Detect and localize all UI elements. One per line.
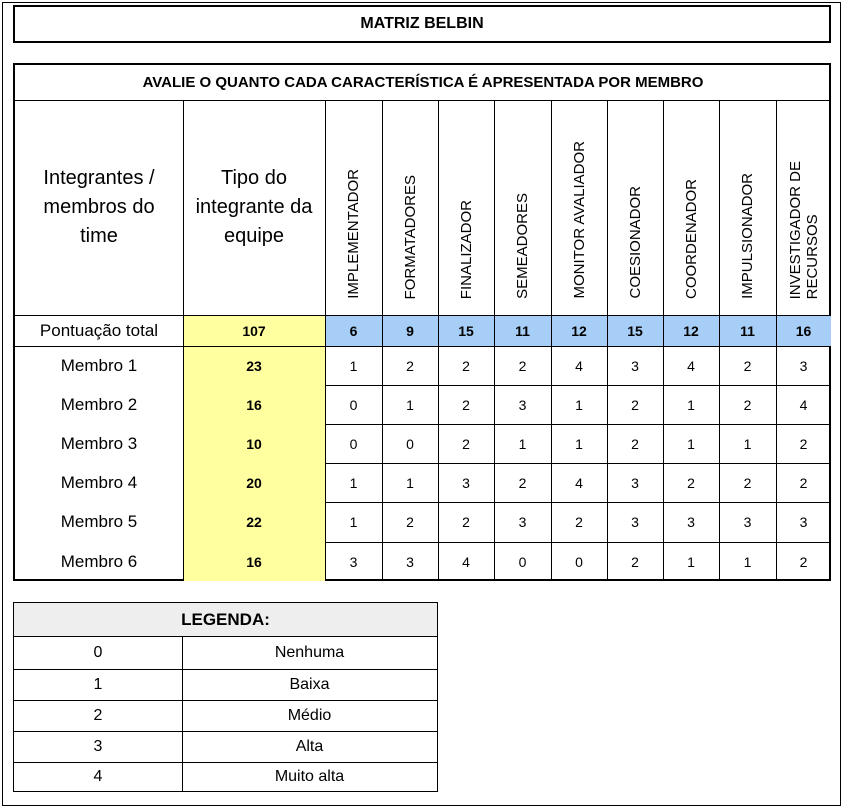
grid-line bbox=[325, 463, 831, 464]
score-cell: 2 bbox=[743, 357, 752, 374]
role-header-3 bbox=[438, 108, 494, 299]
score-cell: 1 bbox=[687, 553, 695, 570]
member-total-value: 10 bbox=[246, 435, 262, 452]
type-column-header: Tipo do integrante da equipe bbox=[195, 167, 313, 247]
role-header-label: COESIONADOR bbox=[626, 186, 644, 299]
grid-line bbox=[183, 100, 184, 581]
role-header-label: SEMEADORES bbox=[514, 193, 531, 299]
member-label: Membro 1 bbox=[60, 355, 138, 375]
grand-total-value: 107 bbox=[242, 322, 266, 339]
legend-label: Médio bbox=[287, 706, 332, 724]
grid-line bbox=[14, 700, 437, 701]
role-header-4 bbox=[494, 108, 551, 299]
score-cell: 1 bbox=[349, 474, 358, 491]
role-header-2 bbox=[382, 108, 438, 299]
score-cell: 3 bbox=[349, 553, 358, 570]
grid-line bbox=[325, 100, 326, 581]
score-cell: 1 bbox=[687, 396, 695, 413]
legend-table bbox=[13, 602, 438, 792]
score-cell: 2 bbox=[462, 357, 470, 374]
legend-label: Muito alta bbox=[274, 767, 345, 785]
grid-line bbox=[14, 669, 437, 670]
role-total-value: 11 bbox=[740, 322, 755, 339]
score-cell: 4 bbox=[575, 357, 583, 374]
score-cell: 2 bbox=[743, 396, 752, 413]
legend-title: LEGENDA: bbox=[14, 603, 437, 636]
score-cell: 0 bbox=[575, 553, 583, 570]
score-cell: 4 bbox=[575, 474, 583, 491]
score-cell: 2 bbox=[462, 514, 470, 530]
member-label: Membro 4 bbox=[60, 472, 138, 492]
grid-line bbox=[325, 424, 831, 425]
score-cell: 1 bbox=[687, 435, 695, 452]
grid-line bbox=[325, 385, 831, 386]
legend-value: 1 bbox=[93, 675, 103, 693]
legend-label: Alta bbox=[295, 737, 324, 755]
grid-line bbox=[325, 542, 831, 543]
grid-line bbox=[14, 731, 437, 732]
score-cell: 0 bbox=[349, 396, 358, 413]
belbin-matrix-table bbox=[13, 63, 831, 581]
score-cell: 0 bbox=[349, 435, 358, 452]
score-cell: 0 bbox=[406, 435, 414, 452]
role-total-value: 12 bbox=[571, 322, 587, 339]
score-cell: 4 bbox=[462, 553, 470, 570]
grid-line bbox=[663, 100, 664, 581]
score-cell: 1 bbox=[406, 396, 414, 413]
score-cell: 3 bbox=[799, 357, 808, 374]
score-cell: 1 bbox=[349, 514, 358, 530]
role-total-value: 9 bbox=[406, 322, 414, 339]
score-cell: 2 bbox=[799, 435, 808, 452]
grid-line bbox=[551, 100, 552, 581]
score-cell: 2 bbox=[631, 553, 639, 570]
role-header-label: IMPLEMENTADOR bbox=[345, 169, 362, 299]
score-cell: 2 bbox=[631, 435, 639, 452]
score-cell: 2 bbox=[406, 357, 414, 374]
grid-line bbox=[438, 100, 439, 581]
score-cell: 4 bbox=[687, 357, 695, 374]
score-cell: 3 bbox=[631, 357, 639, 374]
grid-line bbox=[325, 502, 831, 503]
score-cell: 1 bbox=[349, 357, 358, 374]
score-cell: 3 bbox=[799, 514, 808, 530]
member-total-value: 23 bbox=[246, 357, 262, 374]
legend-value: 4 bbox=[93, 767, 103, 785]
role-header-8 bbox=[719, 108, 776, 299]
score-cell: 1 bbox=[743, 435, 752, 452]
score-cell: 2 bbox=[799, 474, 808, 491]
role-header-6 bbox=[607, 108, 663, 299]
score-cell: 2 bbox=[406, 514, 414, 530]
score-cell: 3 bbox=[687, 514, 695, 530]
grid-line bbox=[15, 346, 831, 347]
score-cell: 1 bbox=[406, 474, 414, 491]
role-header-label: IMPULSIONADOR bbox=[739, 173, 756, 299]
score-cell: 3 bbox=[743, 514, 752, 530]
legend-label: Baixa bbox=[289, 675, 330, 693]
member-label: Membro 6 bbox=[60, 551, 138, 571]
score-cell: 3 bbox=[518, 396, 527, 413]
members-column-header: Integrantes / membros do time bbox=[43, 167, 155, 247]
score-cell: 2 bbox=[687, 474, 695, 491]
score-cell: 2 bbox=[462, 396, 470, 413]
instruction-header: AVALIE O QUANTO CADA CARACTERÍSTICA É APRESENTADA POR MEMBRO bbox=[142, 74, 704, 91]
grid-line bbox=[15, 315, 831, 316]
legend-label: Nenhuma bbox=[274, 643, 345, 661]
score-cell: 2 bbox=[518, 474, 527, 491]
grid-line bbox=[182, 636, 183, 791]
legend-value: 3 bbox=[93, 737, 103, 755]
role-total-value: 15 bbox=[627, 322, 643, 339]
role-header-label: MONITOR AVALIADOR bbox=[570, 141, 588, 299]
role-total-value: 16 bbox=[795, 322, 812, 339]
legend-value: 2 bbox=[93, 706, 103, 724]
score-cell: 2 bbox=[575, 514, 583, 530]
grid-line bbox=[607, 100, 608, 581]
member-label: Membro 2 bbox=[60, 394, 138, 414]
score-cell: 2 bbox=[743, 474, 752, 491]
role-header-label: COORDENADOR bbox=[682, 178, 700, 299]
page-title: MATRIZ BELBIN bbox=[13, 5, 831, 43]
role-total-value: 11 bbox=[515, 322, 530, 339]
grid-line bbox=[776, 100, 777, 581]
total-row-label: Pontuação total bbox=[39, 320, 159, 340]
role-total-value: 15 bbox=[458, 322, 474, 339]
member-total-value: 22 bbox=[246, 514, 262, 530]
score-cell: 1 bbox=[575, 396, 583, 413]
role-header-label: FINALIZADOR bbox=[457, 199, 475, 299]
member-total-value: 16 bbox=[246, 553, 262, 570]
role-header-1 bbox=[325, 108, 382, 299]
score-cell: 2 bbox=[799, 553, 808, 570]
role-header-5 bbox=[551, 108, 607, 299]
grid-line bbox=[719, 100, 720, 581]
grid-line bbox=[494, 100, 495, 581]
grid-line bbox=[382, 100, 383, 581]
member-label: Membro 5 bbox=[60, 512, 138, 531]
role-header-label: INVESTIGADOR DE RECURSOS bbox=[786, 160, 821, 299]
score-cell: 0 bbox=[518, 553, 527, 570]
role-total-value: 6 bbox=[349, 322, 358, 339]
role-header-7 bbox=[663, 108, 719, 299]
score-cell: 4 bbox=[799, 396, 808, 413]
score-cell: 1 bbox=[743, 553, 752, 570]
score-cell: 2 bbox=[518, 357, 527, 374]
grid-line bbox=[14, 762, 437, 763]
role-total-value: 12 bbox=[683, 322, 699, 339]
score-cell: 3 bbox=[631, 474, 639, 491]
grid-line bbox=[15, 100, 831, 101]
score-cell: 1 bbox=[518, 435, 527, 452]
member-total-value: 20 bbox=[246, 474, 262, 491]
score-cell: 3 bbox=[631, 514, 639, 530]
score-cell: 3 bbox=[462, 474, 470, 491]
score-cell: 2 bbox=[462, 435, 470, 452]
role-header-label: FORMATADORES bbox=[401, 174, 419, 299]
member-label: Membro 3 bbox=[60, 433, 138, 453]
legend-value: 0 bbox=[93, 643, 103, 661]
score-cell: 1 bbox=[575, 435, 583, 452]
score-cell: 2 bbox=[631, 396, 639, 413]
grid-line bbox=[14, 636, 437, 637]
score-cell: 3 bbox=[518, 514, 527, 530]
role-header-9 bbox=[776, 108, 831, 299]
member-total-value: 16 bbox=[246, 396, 262, 413]
score-cell: 3 bbox=[406, 553, 414, 570]
